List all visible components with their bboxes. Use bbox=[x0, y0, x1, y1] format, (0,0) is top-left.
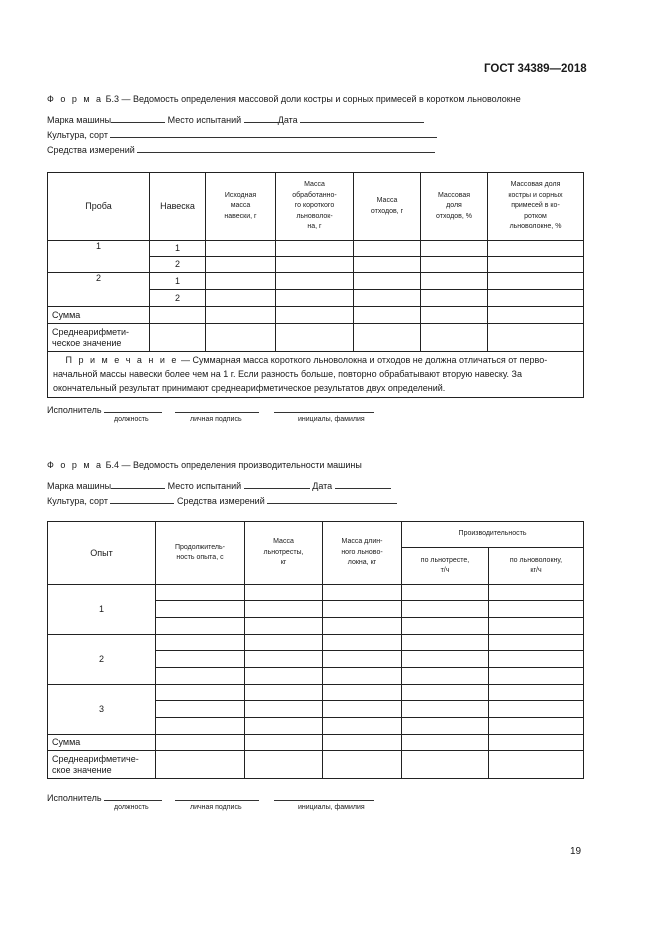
trial-1: 1 bbox=[48, 585, 156, 635]
trial-3: 3 bbox=[48, 685, 156, 735]
page-number: 19 bbox=[570, 846, 582, 857]
table-row bbox=[48, 735, 584, 751]
executor-b3-position: должность bbox=[114, 416, 149, 423]
form-b4-title: Ф о р м а Б.4 — Ведомость определения производительности машины bbox=[47, 460, 362, 470]
executor-b4-position: должность bbox=[114, 804, 149, 811]
sum-label: Сумма bbox=[48, 735, 156, 751]
portion-cell: 2 bbox=[150, 290, 206, 307]
form-b3-title-text: Б.3 — Ведомость определения массовой доли костры и сорных примесей в коротком льноволокне bbox=[105, 94, 521, 104]
table-row bbox=[48, 585, 584, 601]
mean-label: Среднеарифмети- ческое значение bbox=[48, 324, 150, 352]
sample-1: 1 bbox=[48, 241, 150, 273]
col-trial: Опыт bbox=[48, 522, 156, 585]
standard-number: ГОСТ 34389—2018 bbox=[484, 63, 587, 75]
sum-label: Сумма bbox=[48, 307, 150, 324]
portion-cell: 2 bbox=[150, 257, 206, 273]
col-portion: Навеска bbox=[150, 173, 206, 241]
executor-b3: Исполнитель bbox=[47, 403, 374, 415]
table-row bbox=[48, 241, 584, 257]
col-prod-stock: по льнотресте, т/ч bbox=[402, 548, 489, 585]
form-b3-title bbox=[47, 94, 521, 104]
label-date: Дата bbox=[277, 115, 298, 125]
form-b4-row1: Марка машины Место испытаний Дата bbox=[47, 479, 391, 491]
table-row bbox=[48, 273, 584, 290]
table-row bbox=[48, 307, 584, 324]
form-b3-title-prefix: Ф о р м а bbox=[47, 94, 104, 104]
col-productivity: Производительность bbox=[402, 522, 584, 548]
table-b3 bbox=[47, 172, 584, 398]
col-sample: Проба bbox=[48, 173, 150, 241]
sample-2: 2 bbox=[48, 273, 150, 307]
form-b3-row2 bbox=[47, 128, 437, 140]
col-waste-share: Массовая доля отходов, % bbox=[421, 173, 488, 241]
executor-b3-initials: инициалы, фамилия bbox=[298, 416, 365, 423]
portion-cell: 1 bbox=[150, 273, 206, 290]
col-stock-mass: Масса льнотресты, кг bbox=[245, 522, 323, 585]
mean-label: Среднеарифметиче- ское значение bbox=[48, 751, 156, 779]
note-row bbox=[48, 352, 584, 398]
portion-cell: 1 bbox=[150, 241, 206, 257]
label-place: Место испытаний bbox=[167, 115, 242, 125]
col-processed-mass: Масса обработанно- го короткого льноволок- на, г bbox=[276, 173, 354, 241]
table-row bbox=[48, 635, 584, 651]
col-impurity-share: Массовая доля костры и сорных примесей в ко- ротком льноволокне, % bbox=[488, 173, 584, 241]
label-culture: Культура, сорт bbox=[47, 130, 108, 140]
form-b3-row1 bbox=[47, 113, 424, 125]
form-b4-row2: Культура, сорт Средства измерений bbox=[47, 494, 397, 506]
col-fiber-mass: Масса длин- ного льново- локна, кг bbox=[323, 522, 402, 585]
col-waste-mass: Масса отходов, г bbox=[354, 173, 421, 241]
col-duration: Продолжитель- ность опыта, с bbox=[156, 522, 245, 585]
executor-b4-signature: личная подпись bbox=[190, 804, 242, 811]
executor-b4: Исполнитель bbox=[47, 791, 374, 803]
note: П р и м е ч а н и е — Суммарная масса короткого льноволокна и отходов не должна отличаться от перво- начальной массы навески более чем на 1 г. Если разность больше, повторно обрабатывают вторую навеску. За окончательный результат принимают среднеарифметическое результатов двух определений. bbox=[48, 352, 584, 398]
table-b4 bbox=[47, 521, 584, 779]
table-row bbox=[48, 751, 584, 779]
label-instruments: Средства измерений bbox=[47, 145, 135, 155]
col-initial-mass: Исходная масса навески, г bbox=[206, 173, 276, 241]
label-machine: Марка машины bbox=[47, 115, 112, 125]
note-label: П р и м е ч а н и е bbox=[65, 355, 179, 365]
executor-b4-initials: инициалы, фамилия bbox=[298, 804, 365, 811]
table-row bbox=[48, 324, 584, 352]
table-row bbox=[48, 685, 584, 701]
col-prod-fiber: по льноволокну, кг/ч bbox=[489, 548, 584, 585]
executor-b3-signature: личная подпись bbox=[190, 416, 242, 423]
trial-2: 2 bbox=[48, 635, 156, 685]
form-b3-row3 bbox=[47, 143, 435, 155]
